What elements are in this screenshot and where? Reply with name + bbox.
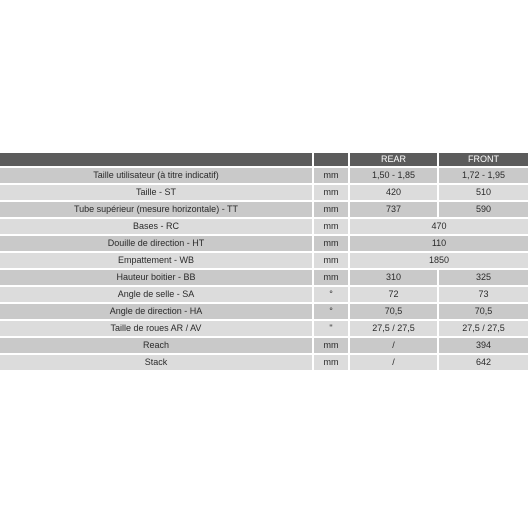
row-value-rear: 737 <box>350 202 439 217</box>
row-unit: mm <box>314 219 350 234</box>
row-value-rear: 70,5 <box>350 304 439 319</box>
header-row <box>0 153 528 166</box>
row-unit: mm <box>314 236 350 251</box>
row-value-front: 642 <box>439 355 528 370</box>
table-row <box>0 202 528 217</box>
table-row <box>0 270 528 285</box>
header-front: FRONT <box>439 153 528 166</box>
row-value-front: 27,5 / 27,5 <box>439 321 528 336</box>
row-unit: mm <box>314 270 350 285</box>
row-label: Hauteur boitier - BB <box>0 270 314 285</box>
table-row <box>0 355 528 370</box>
row-label: Taille utilisateur (à titre indicatif) <box>0 168 314 183</box>
row-label: Douille de direction - HT <box>0 236 314 251</box>
table-row <box>0 219 528 234</box>
row-label: Angle de direction - HA <box>0 304 314 319</box>
row-label: Taille - ST <box>0 185 314 200</box>
row-value-front: 73 <box>439 287 528 302</box>
row-value-shared: 1850 <box>350 253 528 268</box>
table-row <box>0 168 528 183</box>
row-value-front: 510 <box>439 185 528 200</box>
row-unit: ° <box>314 304 350 319</box>
row-value-front: 590 <box>439 202 528 217</box>
row-unit: mm <box>314 168 350 183</box>
row-value-front: 325 <box>439 270 528 285</box>
row-value-rear: / <box>350 338 439 353</box>
row-label: Reach <box>0 338 314 353</box>
row-label: Bases - RC <box>0 219 314 234</box>
row-unit: ° <box>314 287 350 302</box>
table-row <box>0 236 528 251</box>
row-value-rear: 72 <box>350 287 439 302</box>
row-unit: mm <box>314 253 350 268</box>
header-label-cell <box>0 153 314 166</box>
table-row <box>0 321 528 336</box>
row-label: Tube supérieur (mesure horizontale) - TT <box>0 202 314 217</box>
row-unit: mm <box>314 202 350 217</box>
table-row <box>0 185 528 200</box>
table-body <box>0 168 528 370</box>
table-row <box>0 287 528 302</box>
row-value-rear: 310 <box>350 270 439 285</box>
geometry-table <box>0 151 528 372</box>
row-label: Stack <box>0 355 314 370</box>
header-unit-cell <box>314 153 350 166</box>
row-unit: mm <box>314 185 350 200</box>
row-label: Angle de selle - SA <box>0 287 314 302</box>
row-value-rear: 27,5 / 27,5 <box>350 321 439 336</box>
row-unit: mm <box>314 355 350 370</box>
row-unit: " <box>314 321 350 336</box>
table-row <box>0 338 528 353</box>
header-rear: REAR <box>350 153 439 166</box>
row-label: Empattement - WB <box>0 253 314 268</box>
row-value-front: 70,5 <box>439 304 528 319</box>
table-row <box>0 304 528 319</box>
row-value-rear: 1,50 - 1,85 <box>350 168 439 183</box>
row-value-shared: 110 <box>350 236 528 251</box>
row-value-front: 1,72 - 1,95 <box>439 168 528 183</box>
table-row <box>0 253 528 268</box>
row-unit: mm <box>314 338 350 353</box>
row-value-rear: / <box>350 355 439 370</box>
row-value-shared: 470 <box>350 219 528 234</box>
row-value-rear: 420 <box>350 185 439 200</box>
row-value-front: 394 <box>439 338 528 353</box>
row-label: Taille de roues AR / AV <box>0 321 314 336</box>
